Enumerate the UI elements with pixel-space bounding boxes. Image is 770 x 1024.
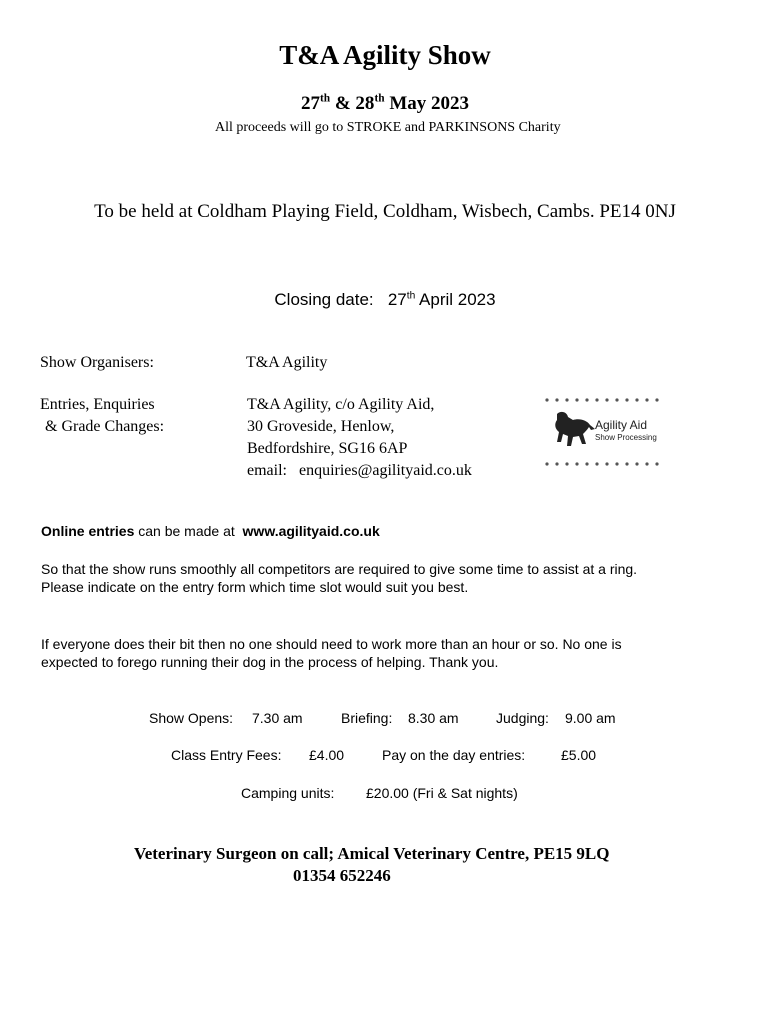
logo-subtitle: Show Processing: [595, 433, 657, 442]
email-link[interactable]: enquiries@agilityaid.co.uk: [298, 462, 472, 479]
vet-phone: 01354 652246: [293, 866, 391, 885]
online-entries: Online entries can be made at www.agilityaid.co.uk: [41, 523, 380, 539]
camping-label: Camping units:: [241, 785, 335, 801]
organisers-value: T&A Agility: [246, 354, 328, 371]
vet-info: Veterinary Surgeon on call; Amical Veterinary Centre, PE15 9LQ: [134, 844, 610, 863]
show-opens-value: 7.30 am: [252, 710, 303, 726]
judging-value: 9.00 am: [565, 710, 616, 726]
closing-date: Closing date: 27th April 2023: [274, 290, 496, 309]
entries-label: Entries, Enquiries & Grade Changes:: [40, 396, 165, 435]
judging-label: Judging:: [496, 710, 549, 726]
class-fee-value: £4.00: [309, 747, 345, 763]
agility-aid-logo: [543, 396, 667, 468]
help-paragraph: So that the show runs smoothly all competitors are required to give some time to assist at a ring. Please indicate on the entry form which time slot would suit you best.: [41, 561, 638, 595]
everyone-paragraph: If everyone does their bit then no one should need to work more than an hour or so. No one is expected to forego running their dog in the process of helping. Thank you.: [41, 636, 622, 670]
dog-icon: [555, 412, 595, 446]
charity-note: All proceeds will go to STROKE and PARKINSONS Charity: [215, 120, 561, 135]
day-fee-value: £5.00: [561, 747, 597, 763]
website-link[interactable]: www.agilityaid.co.uk: [242, 523, 380, 539]
briefing-label: Briefing:: [341, 710, 393, 726]
logo-name: Agility Aid: [595, 418, 648, 432]
logo-frame: [543, 396, 667, 468]
show-opens-label: Show Opens:: [149, 710, 234, 726]
venue: To be held at Coldham Playing Field, Coldham, Wisbech, Cambs. PE14 0NJ: [94, 201, 676, 222]
camping-value: £20.00 (Fri & Sat nights): [366, 785, 518, 801]
organisers-label: Show Organisers:: [40, 354, 154, 371]
class-fee-label: Class Entry Fees:: [171, 747, 282, 763]
entries-address: T&A Agility, c/o Agility Aid, 30 Groveside, Henlow, Bedfordshire, SG16 6AP email: enquiries@agilityaid.co.uk: [247, 396, 472, 479]
briefing-value: 8.30 am: [408, 710, 459, 726]
day-fee-label: Pay on the day entries:: [382, 747, 526, 763]
show-dates: 27th & 28th May 2023: [300, 92, 470, 114]
page-title: T&A Agility Show: [279, 40, 491, 70]
